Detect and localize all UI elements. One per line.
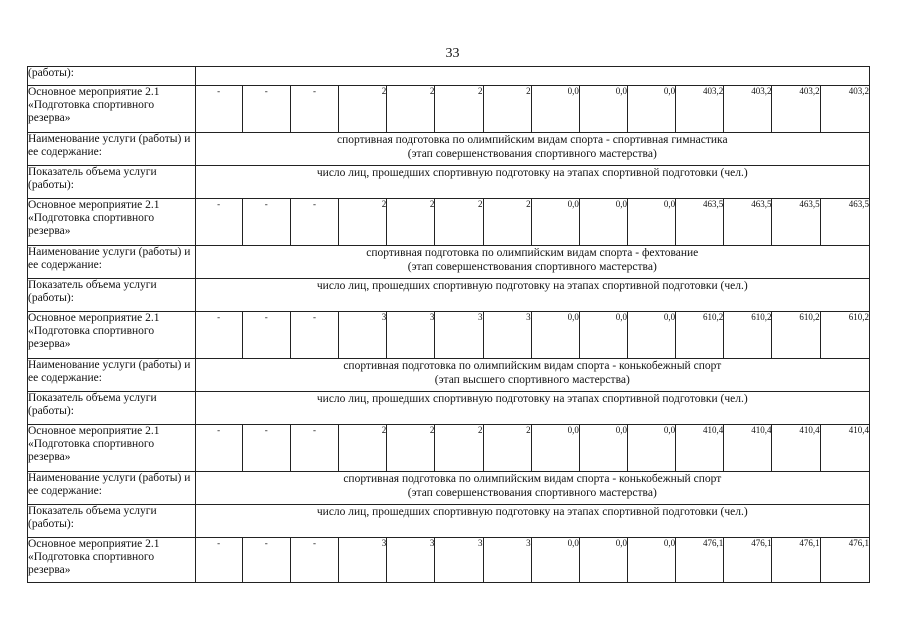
indicator-row: [28, 166, 870, 199]
value-cell: 610,2: [820, 312, 869, 359]
value-cell: 463,5: [772, 199, 820, 246]
value-cell: 3: [435, 312, 483, 359]
value-cell: 476,1: [820, 538, 869, 583]
value-cell: -: [242, 312, 290, 359]
value-cell: 0,0: [627, 199, 675, 246]
service-line-2: (этап совершенствования спортивного мастерства): [407, 261, 657, 273]
services-table: [27, 66, 870, 583]
value-cell: 2: [339, 86, 387, 133]
value-cell: 0,0: [579, 312, 627, 359]
value-cell: 0,0: [579, 425, 627, 472]
activity-label: Основное мероприятие 2.1 «Подготовка спортивного резерва»: [28, 199, 196, 246]
value-cell: -: [290, 538, 338, 583]
value-cell: 3: [387, 538, 435, 583]
value-cell: 3: [483, 312, 531, 359]
value-cell: 2: [483, 86, 531, 133]
value-cell: 410,4: [724, 425, 772, 472]
activity-row: [28, 199, 870, 246]
value-cell: 2: [339, 425, 387, 472]
value-cell: 3: [435, 538, 483, 583]
top-empty-cell: [195, 67, 869, 86]
indicator-row: [28, 392, 870, 425]
value-cell: -: [290, 312, 338, 359]
indicator-label: Показатель объема услуги (работы):: [28, 166, 196, 199]
value-cell: 2: [435, 86, 483, 133]
value-cell: 0,0: [531, 199, 579, 246]
value-cell: 610,2: [676, 312, 724, 359]
value-cell: 2: [435, 425, 483, 472]
service-line-1: спортивная подготовка по олимпийским видам спорта - конькобежный спорт: [343, 473, 722, 485]
value-cell: 2: [387, 425, 435, 472]
indicator-text: число лиц, прошедших спортивную подготовку на этапах спортивной подготовки (чел.): [195, 505, 869, 538]
value-cell: -: [290, 425, 338, 472]
value-cell: 0,0: [579, 86, 627, 133]
activity-label: Основное мероприятие 2.1 «Подготовка спортивного резерва»: [28, 538, 196, 583]
value-cell: 3: [339, 538, 387, 583]
activity-row: [28, 425, 870, 472]
value-cell: 3: [387, 312, 435, 359]
value-cell: 0,0: [579, 199, 627, 246]
value-cell: 476,1: [724, 538, 772, 583]
value-cell: 410,4: [772, 425, 820, 472]
indicator-text: число лиц, прошедших спортивную подготовку на этапах спортивной подготовки (чел.): [195, 279, 869, 312]
value-cell: -: [195, 312, 242, 359]
indicator-text: число лиц, прошедших спортивную подготовку на этапах спортивной подготовки (чел.): [195, 166, 869, 199]
value-cell: 403,2: [772, 86, 820, 133]
service-row: [28, 359, 870, 392]
value-cell: 0,0: [627, 425, 675, 472]
value-cell: 0,0: [579, 538, 627, 583]
value-cell: -: [195, 538, 242, 583]
value-cell: 0,0: [627, 312, 675, 359]
service-row: [28, 133, 870, 166]
service-line-1: спортивная подготовка по олимпийским видам спорта - фехтование: [366, 247, 699, 259]
value-cell: -: [290, 86, 338, 133]
value-cell: -: [290, 199, 338, 246]
value-cell: 0,0: [531, 312, 579, 359]
service-label: Наименование услуги (работы) и ее содержание:: [28, 472, 196, 505]
value-cell: 2: [483, 425, 531, 472]
service-row: [28, 472, 870, 505]
service-description: [195, 246, 869, 279]
value-cell: 2: [387, 199, 435, 246]
activity-label: Основное мероприятие 2.1 «Подготовка спортивного резерва»: [28, 86, 196, 133]
page-number: 33: [445, 46, 460, 61]
value-cell: -: [242, 425, 290, 472]
value-cell: 463,5: [724, 199, 772, 246]
service-line-1: спортивная подготовка по олимпийским видам спорта - спортивная гимнастика: [337, 134, 728, 146]
service-label: Наименование услуги (работы) и ее содержание:: [28, 246, 196, 279]
value-cell: 476,1: [676, 538, 724, 583]
value-cell: 610,2: [772, 312, 820, 359]
value-cell: 2: [483, 199, 531, 246]
indicator-row: [28, 279, 870, 312]
value-cell: 2: [387, 86, 435, 133]
value-cell: -: [195, 199, 242, 246]
indicator-label: Показатель объема услуги (работы):: [28, 279, 196, 312]
value-cell: 476,1: [772, 538, 820, 583]
value-cell: 610,2: [724, 312, 772, 359]
service-line-2: (этап совершенствования спортивного мастерства): [407, 148, 657, 160]
value-cell: 0,0: [531, 86, 579, 133]
activity-row-last: [28, 538, 870, 583]
value-cell: 403,2: [724, 86, 772, 133]
value-cell: 410,4: [820, 425, 869, 472]
value-cell: 0,0: [627, 86, 675, 133]
value-cell: 403,2: [820, 86, 869, 133]
activity-row: [28, 86, 870, 133]
activity-label: Основное мероприятие 2.1 «Подготовка спортивного резерва»: [28, 312, 196, 359]
value-cell: -: [242, 538, 290, 583]
indicator-row: [28, 505, 870, 538]
value-cell: 0,0: [627, 538, 675, 583]
value-cell: -: [195, 425, 242, 472]
service-label: Наименование услуги (работы) и ее содержание:: [28, 359, 196, 392]
indicator-label: Показатель объема услуги (работы):: [28, 505, 196, 538]
value-cell: -: [242, 199, 290, 246]
value-cell: 3: [483, 538, 531, 583]
service-line-1: спортивная подготовка по олимпийским видам спорта - конькобежный спорт: [343, 360, 722, 372]
value-cell: 410,4: [676, 425, 724, 472]
activity-label: Основное мероприятие 2.1 «Подготовка спортивного резерва»: [28, 425, 196, 472]
service-description: [195, 472, 869, 505]
service-description: [195, 133, 869, 166]
value-cell: 0,0: [531, 538, 579, 583]
value-cell: 2: [435, 199, 483, 246]
value-cell: -: [195, 86, 242, 133]
value-cell: 463,5: [676, 199, 724, 246]
activity-row: [28, 312, 870, 359]
value-cell: 2: [339, 199, 387, 246]
top-label: (работы):: [28, 67, 196, 86]
value-cell: 0,0: [531, 425, 579, 472]
table-row-top: [28, 67, 870, 86]
value-cell: 463,5: [820, 199, 869, 246]
value-cell: -: [242, 86, 290, 133]
service-label: Наименование услуги (работы) и ее содержание:: [28, 133, 196, 166]
service-description: [195, 359, 869, 392]
value-cell: 403,2: [676, 86, 724, 133]
indicator-label: Показатель объема услуги (работы):: [28, 392, 196, 425]
service-line-2: (этап высшего спортивного мастерства): [434, 374, 630, 386]
value-cell: 3: [339, 312, 387, 359]
service-row: [28, 246, 870, 279]
service-line-2: (этап совершенствования спортивного мастерства): [407, 487, 657, 499]
indicator-text: число лиц, прошедших спортивную подготовку на этапах спортивной подготовки (чел.): [195, 392, 869, 425]
